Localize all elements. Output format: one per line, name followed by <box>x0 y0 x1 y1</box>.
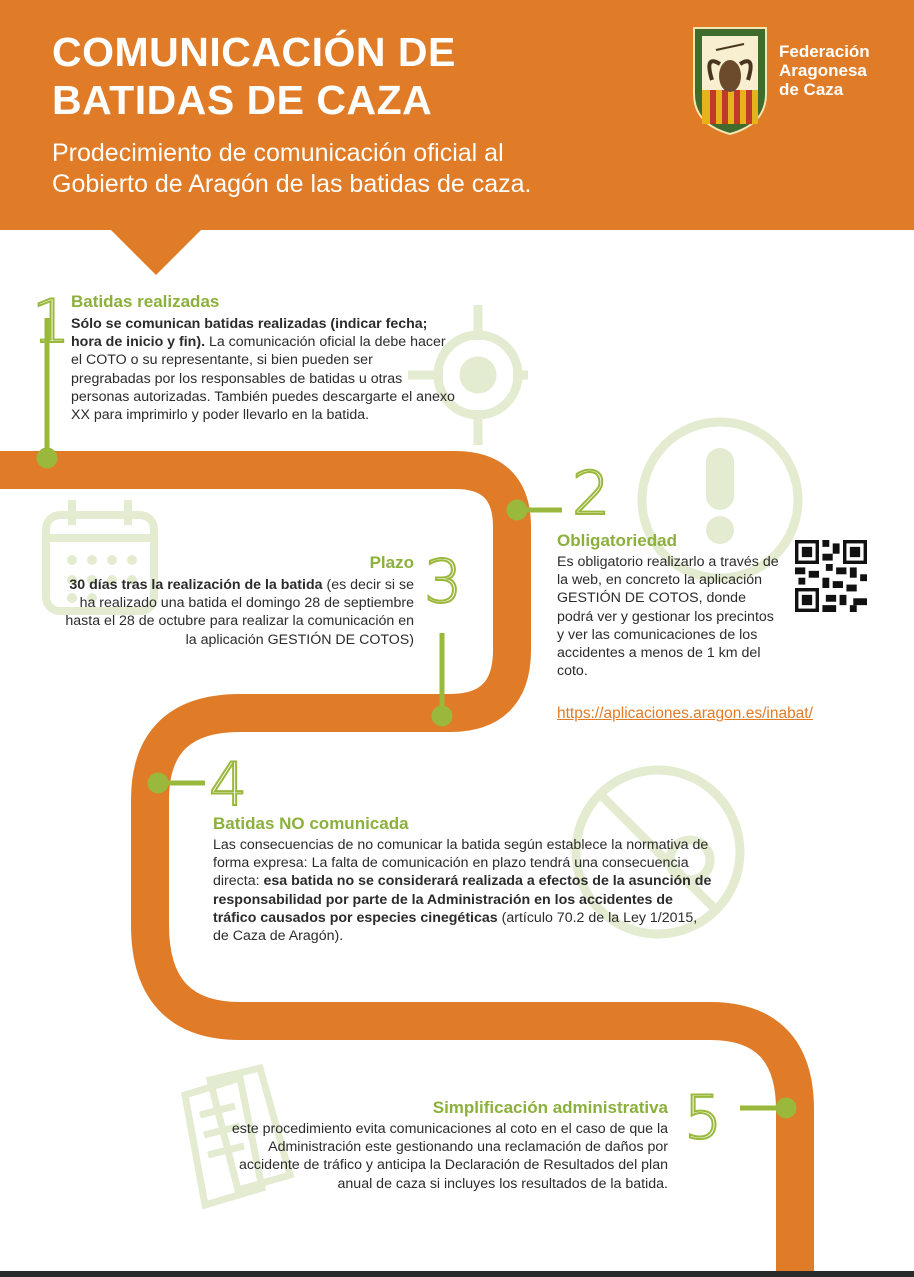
step-2-title: Obligatoriedad <box>557 531 677 550</box>
inabat-link[interactable]: https://aplicaciones.aragon.es/inabat/ <box>557 705 813 722</box>
step-4-title: Batidas NO comunicada <box>213 814 409 833</box>
title-line-1: COMUNICACIÓN DE <box>52 29 456 75</box>
federation-name-line-2: Aragonesa <box>779 61 867 80</box>
step-4-body-post: (artículo 70.2 de la Ley 1/2015, de Caza de Aragón). <box>213 909 698 945</box>
timeline-dot-2 <box>509 502 525 518</box>
step-5-title: Simplificación administrativa <box>432 1098 668 1117</box>
step-1-body-text: La comunicación oficial la debe hacer el COTO o su representante, si bien pueden ser pregrabadas por los responsables de batidas u otras personas autorizadas. También puedes descargarte el anexo XX para imprimirlo y poder llevarlo en la batida. <box>71 334 455 424</box>
step-1-number: 1 <box>32 287 71 357</box>
step-4-body-bold: esa batida no se considerará realizada a efectos de la asunción de responsabilidad por parte de la Administración en los accidentes de tráfico causados por especies cinegéticas <box>213 873 712 926</box>
step-3-body-bold: 30 días tras la realización de la batida <box>69 577 323 593</box>
federation-name-line-1: Federación <box>779 42 870 61</box>
timeline-dot-5 <box>778 1100 794 1116</box>
timeline-dot-4 <box>150 775 166 791</box>
step-2-body: Es obligatorio realizarlo a través de la web, en concreto la aplicación GESTIÓN DE COTOS, donde podrá ver y gestionar los precintos y ver las comunicaciones de los accidentes a menos de 1 km del coto. <box>557 554 779 680</box>
title-line-2: BATIDAS DE CAZA <box>52 77 433 123</box>
step-3-title: Plazo <box>369 553 414 572</box>
step-4-number: 4 <box>209 750 248 820</box>
subtitle-line-1: Prodecimiento de comunicación oficial al <box>52 139 504 167</box>
step-1-body <box>71 315 456 424</box>
step-3-number: 3 <box>424 547 463 617</box>
step-1-body-bold: Sólo se comunican batidas realizadas (indicar fecha; hora de inicio y fin). <box>71 316 428 351</box>
qr-code-icon[interactable] <box>795 540 867 612</box>
step-4-body <box>213 836 713 945</box>
subtitle-line-2: Gobierto de Aragón de las batidas de caza. <box>52 170 532 198</box>
step-5-body: este procedimiento evita comunicaciones al coto en el caso de que la Administración este gestionando una reclamación de daños por accidente de tráfico y anticipa la Declaración de Resultados del plan anual de caza si incluyes los resultados de la batida. <box>231 1121 668 1192</box>
step-4-body-pre: Las consecuencias de no comunicar la batida según establece la normativa de forma expresa: La falta de comunicación en plazo tendrá una consecuencia directa: <box>213 837 709 890</box>
timeline-dot-1 <box>39 450 55 466</box>
step-1-title: Batidas realizadas <box>71 292 220 311</box>
step-3-body <box>64 576 414 649</box>
step-3-body-text: (es decir si se ha realizado una batida el domingo 28 de septiembre hasta el 28 de octubre para realizar la comunicación en la aplicación GESTIÓN DE COTOS) <box>65 577 414 648</box>
step-5-number: 5 <box>684 1083 723 1153</box>
timeline-dot-3 <box>434 708 450 724</box>
step-2-number: 2 <box>572 459 611 529</box>
bottom-border <box>0 1271 914 1277</box>
federation-name-line-3: de Caza <box>779 80 844 99</box>
